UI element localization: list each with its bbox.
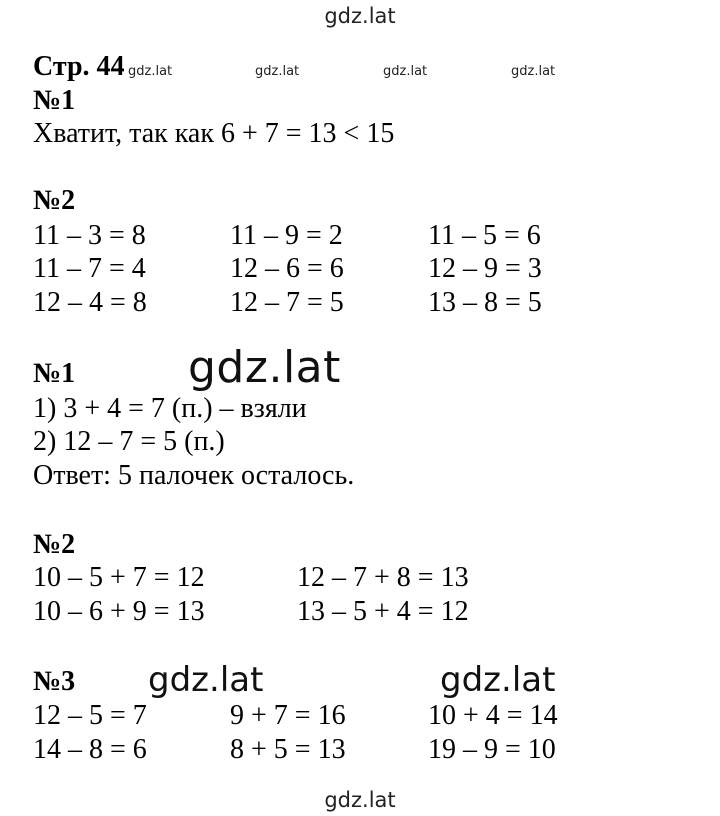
equation: 13 – 8 = 5 [428, 287, 542, 318]
answer-line: Хватит, так как 6 + 7 = 13 < 15 [33, 118, 395, 149]
section-number: №1 [33, 85, 76, 116]
equation: 12 – 4 = 8 [33, 287, 147, 318]
watermark-big: gdz.lat [188, 342, 341, 393]
equation: 12 – 5 = 7 [33, 700, 147, 731]
watermark-small: gdz.lat [255, 64, 300, 79]
watermark-small: gdz.lat [383, 64, 428, 79]
equation: 19 – 9 = 10 [428, 734, 556, 765]
watermark-medium: gdz.lat [148, 660, 264, 700]
answer-line: 2) 12 – 7 = 5 (п.) [33, 426, 225, 457]
section-number: №3 [33, 666, 76, 697]
answer-line: Ответ: 5 палочек осталось. [33, 460, 355, 491]
equation: 10 – 5 + 7 = 12 [33, 562, 205, 593]
equation: 11 – 3 = 8 [33, 220, 146, 251]
equation: 10 – 6 + 9 = 13 [33, 596, 205, 627]
equation: 12 – 7 = 5 [230, 287, 344, 318]
section-number: №1 [33, 358, 76, 389]
equation: 12 – 7 + 8 = 13 [297, 562, 469, 593]
equation: 11 – 7 = 4 [33, 253, 146, 284]
equation: 9 + 7 = 16 [230, 700, 346, 731]
equation: 12 – 9 = 3 [428, 253, 542, 284]
section-number: №2 [33, 185, 76, 216]
section-number: №2 [33, 529, 76, 560]
watermark-bottom: gdz.lat [324, 788, 396, 812]
equation: 8 + 5 = 13 [230, 734, 346, 765]
watermark-top: gdz.lat [324, 4, 396, 28]
equation: 10 + 4 = 14 [428, 700, 558, 731]
equation: 12 – 6 = 6 [230, 253, 344, 284]
equation: 11 – 9 = 2 [230, 220, 343, 251]
equation: 14 – 8 = 6 [33, 734, 147, 765]
equation: 11 – 5 = 6 [428, 220, 541, 251]
answer-line: 1) 3 + 4 = 7 (п.) – взяли [33, 393, 307, 424]
watermark-small: gdz.lat [511, 64, 556, 79]
watermark-medium: gdz.lat [440, 660, 556, 700]
watermark-small: gdz.lat [128, 64, 173, 79]
equation: 13 – 5 + 4 = 12 [297, 596, 469, 627]
page-header: Стр. 44 [33, 51, 125, 82]
